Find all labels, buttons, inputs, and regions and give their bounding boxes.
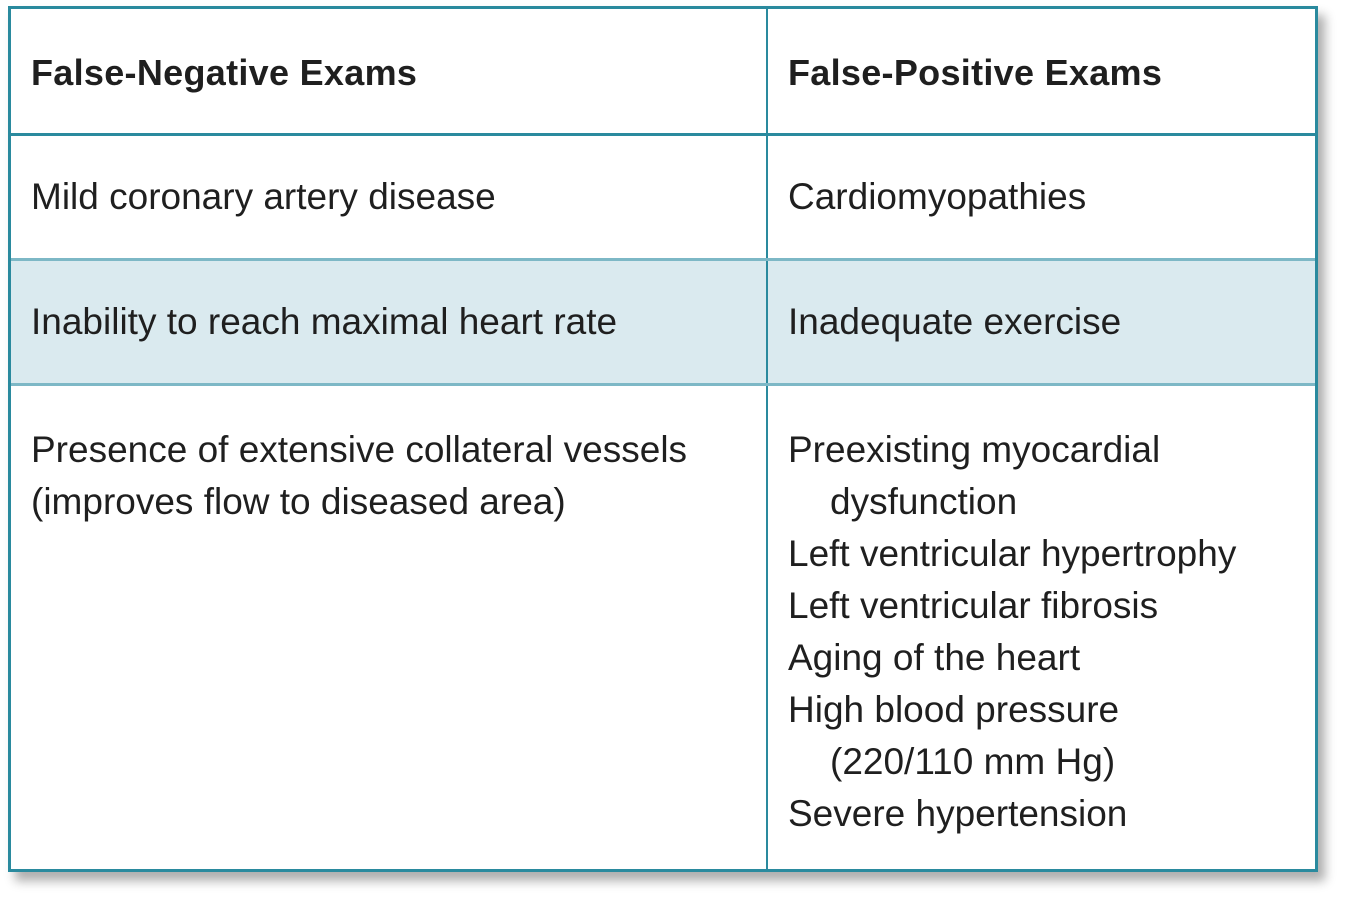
item-text: Left ventricular fibrosis [788, 584, 1159, 626]
item-text: High blood pressure [788, 688, 1120, 730]
exam-table [11, 9, 1315, 869]
cell-false-positive: Inadequate exercise [767, 259, 1315, 384]
header-row [11, 9, 1315, 134]
header-false-positive: False-Positive Exams [767, 9, 1315, 134]
table-row [11, 384, 1315, 869]
cell-false-positive: Cardiomyopathies [767, 134, 1315, 259]
cell-false-negative [11, 384, 767, 869]
table-row [11, 134, 1315, 259]
item-text: Left ventricular hypertrophy [788, 532, 1237, 574]
cell-false-negative: Mild coronary artery disease [11, 134, 767, 259]
list-item [788, 632, 1295, 684]
comparison-table [8, 6, 1318, 872]
item-text: Severe hypertension [788, 792, 1128, 834]
item-text: Preexisting myocardial [788, 428, 1161, 470]
list-item [788, 788, 1295, 840]
cell-line: Presence of extensive collateral vessels [31, 428, 688, 470]
cell-false-negative: Inability to reach maximal heart rate [11, 259, 767, 384]
header-false-negative: False-Negative Exams [11, 9, 767, 134]
table-row [11, 259, 1315, 384]
list-item [788, 580, 1295, 632]
list-item [788, 684, 1295, 788]
item-continuation: dysfunction [830, 480, 1018, 522]
list-item [788, 424, 1295, 528]
item-text: Aging of the heart [788, 636, 1081, 678]
cell-line: (improves flow to diseased area) [31, 480, 566, 522]
cell-false-positive [767, 384, 1315, 869]
list-item [788, 528, 1295, 580]
item-continuation: (220/110 mm Hg) [830, 740, 1116, 782]
